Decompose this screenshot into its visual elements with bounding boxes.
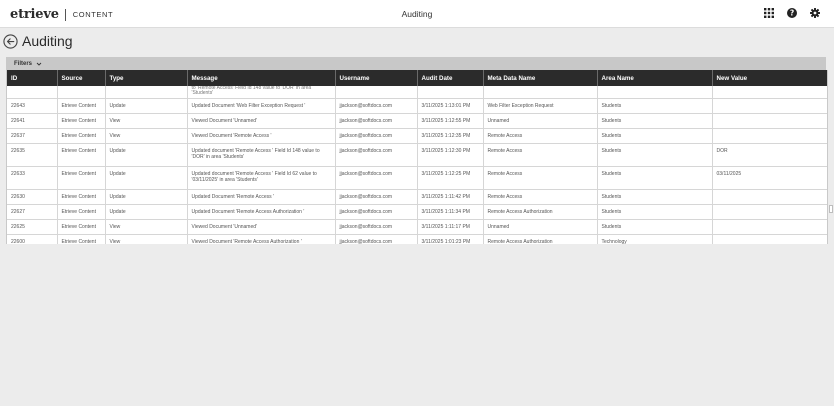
cell-username: jjackson@softdocs.com: [335, 220, 417, 235]
cell-new-value: [712, 99, 828, 114]
cell-area-name: Technology: [597, 235, 712, 245]
cell-message: to 'Remote Access' Field Id 148 value to 'DOR' in area 'Students': [187, 86, 335, 99]
cell-meta-data-name: Remote Access Authorization: [483, 205, 597, 220]
cell-id: 22633: [7, 167, 57, 190]
cell-meta-data-name: Remote Access Authorization: [483, 235, 597, 245]
cell-new-value: [712, 205, 828, 220]
cell-area-name: Students: [597, 114, 712, 129]
cell-new-value: 03/11/2025: [712, 167, 828, 190]
cell-audit-date: 3/11/2025 1:12:25 PM: [417, 167, 483, 190]
cell-type: View: [105, 114, 187, 129]
scrollbar-handle[interactable]: [829, 205, 833, 213]
cell-username: jjackson@softdocs.com: [335, 167, 417, 190]
cell-audit-date: 3/11/2025 1:11:34 PM: [417, 205, 483, 220]
cell-type: Update: [105, 167, 187, 190]
table-row[interactable]: [7, 235, 828, 245]
audit-table: [7, 70, 828, 244]
cell-source: Etrieve Content: [57, 220, 105, 235]
cell-username: jjackson@softdocs.com: [335, 235, 417, 245]
cell-new-value: [712, 235, 828, 245]
cell-source: Etrieve Content: [57, 167, 105, 190]
cell-message: Viewed Document 'Unnamed': [187, 220, 335, 235]
column-header-username[interactable]: Username: [335, 70, 417, 86]
filters-toggle[interactable]: [6, 57, 826, 70]
cell-meta-data-name: Unnamed: [483, 114, 597, 129]
cell-new-value: [712, 190, 828, 205]
table-row[interactable]: [7, 144, 828, 167]
cell-area-name: Students: [597, 205, 712, 220]
cell-meta-data-name: Unnamed: [483, 220, 597, 235]
cell-username: jjackson@softdocs.com: [335, 99, 417, 114]
cell-type: Update: [105, 144, 187, 167]
top-bar: [0, 0, 834, 28]
chevron-down-icon: [36, 61, 42, 67]
cell-username: jjackson@softdocs.com: [335, 114, 417, 129]
app-title: Auditing: [401, 9, 433, 19]
cell-type: Update: [105, 190, 187, 205]
cell-message: Viewed Document 'Remote Access ': [187, 129, 335, 144]
column-header-type[interactable]: Type: [105, 70, 187, 86]
cell-type: Update: [105, 99, 187, 114]
cell-message: Updated Document 'Remote Access ': [187, 190, 335, 205]
cell-meta-data-name: Web Filter Exception Request: [483, 99, 597, 114]
cell-meta-data-name: Remote Access: [483, 190, 597, 205]
cell-new-value: [712, 129, 828, 144]
cell-new-value: [712, 220, 828, 235]
column-header-meta-data-name[interactable]: Meta Data Name: [483, 70, 597, 86]
table-row[interactable]: [7, 114, 828, 129]
back-arrow-icon[interactable]: [3, 34, 18, 49]
logo-product-label: CONTENT: [72, 10, 114, 19]
cell-meta-data-name: Remote Access: [483, 144, 597, 167]
column-header-source[interactable]: Source: [57, 70, 105, 86]
cell-username: jjackson@softdocs.com: [335, 144, 417, 167]
cell-type: View: [105, 235, 187, 245]
cell-message: Updated Document 'Remote Access Authorization ': [187, 205, 335, 220]
table-row[interactable]: [7, 129, 828, 144]
cell-id: 22643: [7, 99, 57, 114]
column-header-area-name[interactable]: Area Name: [597, 70, 712, 86]
logo-wordmark: etrieve: [10, 7, 59, 22]
cell-source: Etrieve Content: [57, 205, 105, 220]
cell-audit-date: 3/11/2025 1:01:23 PM: [417, 235, 483, 245]
table-row[interactable]: [7, 99, 828, 114]
help-icon[interactable]: [787, 8, 797, 18]
cell-source: Etrieve Content: [57, 99, 105, 114]
column-header-audit-date[interactable]: Audit Date: [417, 70, 483, 86]
cell-id: 22641: [7, 114, 57, 129]
cell-source: Etrieve Content: [57, 235, 105, 245]
table-row[interactable]: [7, 167, 828, 190]
cell-new-value: DOR: [712, 144, 828, 167]
cell-type: Update: [105, 205, 187, 220]
cell-message: Updated Document 'Web Filter Exception Request ': [187, 99, 335, 114]
audit-table-container[interactable]: [6, 70, 828, 244]
cell-id: 22635: [7, 144, 57, 167]
cell-audit-date: 3/11/2025 1:12:55 PM: [417, 114, 483, 129]
cell-username: jjackson@softdocs.com: [335, 190, 417, 205]
page-header: [3, 32, 73, 50]
settings-icon[interactable]: [810, 8, 820, 18]
apps-grid-icon[interactable]: [764, 8, 774, 18]
cell-area-name: Students: [597, 129, 712, 144]
cell-id: 22630: [7, 190, 57, 205]
cell-meta-data-name: Remote Access: [483, 167, 597, 190]
table-row[interactable]: [7, 190, 828, 205]
cell-area-name: Students: [597, 144, 712, 167]
cell-area-name: Students: [597, 190, 712, 205]
filters-label: Filters: [14, 60, 33, 67]
cell-meta-data-name: Remote Access: [483, 129, 597, 144]
cell-message: Updated document 'Remote Access ' Field Id 148 value to 'DOR' in area 'Students': [187, 144, 335, 167]
cell-area-name: Students: [597, 99, 712, 114]
cell-username: jjackson@softdocs.com: [335, 129, 417, 144]
cell-new-value: [712, 114, 828, 129]
column-header-id[interactable]: ID: [7, 70, 57, 86]
table-row[interactable]: [7, 220, 828, 235]
page-title: Auditing: [22, 33, 73, 49]
cell-id: 22600: [7, 235, 57, 245]
cell-audit-date: 3/11/2025 1:13:01 PM: [417, 99, 483, 114]
cell-message: Viewed Document 'Remote Access Authorization ': [187, 235, 335, 245]
cell-id: 22625: [7, 220, 57, 235]
cell-audit-date: 3/11/2025 1:11:17 PM: [417, 220, 483, 235]
cell-audit-date: 3/11/2025 1:12:35 PM: [417, 129, 483, 144]
cell-id: 22637: [7, 129, 57, 144]
cell-source: Etrieve Content: [57, 190, 105, 205]
cell-message: Viewed Document 'Unnamed': [187, 114, 335, 129]
table-row-partial[interactable]: [7, 86, 828, 99]
table-row[interactable]: [7, 205, 828, 220]
cell-source: Etrieve Content: [57, 114, 105, 129]
cell-audit-date: 3/11/2025 1:11:42 PM: [417, 190, 483, 205]
table-header-row: [7, 70, 828, 86]
cell-area-name: Students: [597, 220, 712, 235]
cell-id: 22627: [7, 205, 57, 220]
column-header-message[interactable]: Message: [187, 70, 335, 86]
cell-source: Etrieve Content: [57, 129, 105, 144]
cell-source: Etrieve Content: [57, 144, 105, 167]
cell-message: Updated document 'Remote Access ' Field Id 62 value to '03/11/2025' in area 'Students': [187, 167, 335, 190]
cell-username: jjackson@softdocs.com: [335, 205, 417, 220]
cell-area-name: Students: [597, 167, 712, 190]
svg-text:?: ?: [789, 8, 795, 18]
cell-type: View: [105, 220, 187, 235]
column-header-new-value[interactable]: New Value: [712, 70, 828, 86]
cell-audit-date: 3/11/2025 1:12:30 PM: [417, 144, 483, 167]
cell-type: View: [105, 129, 187, 144]
